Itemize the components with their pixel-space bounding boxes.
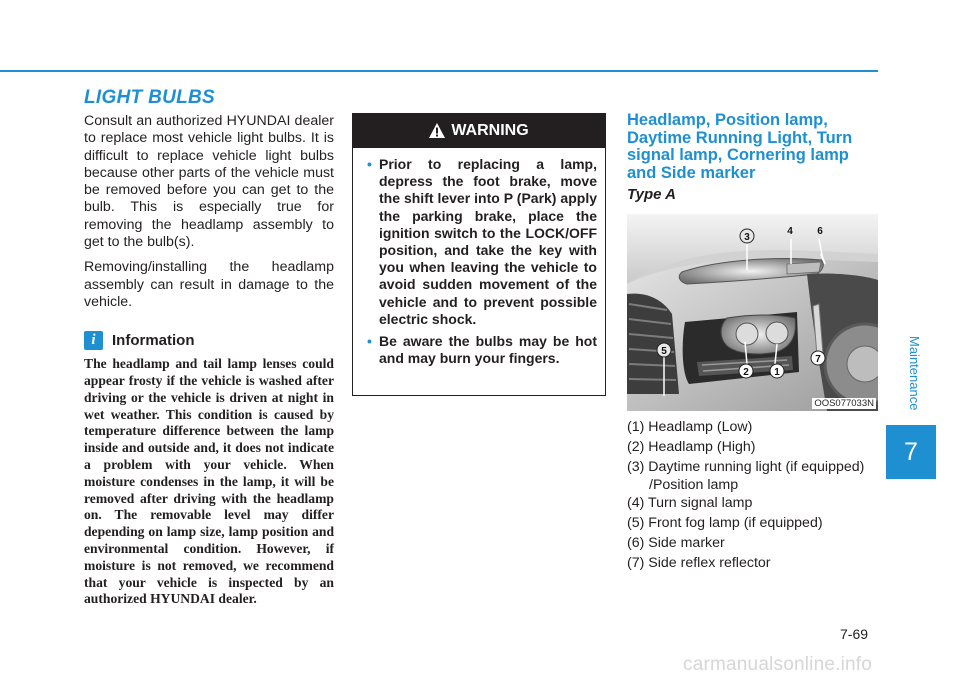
header-rule — [0, 70, 878, 72]
warning-item: • Be aware the bulbs may be hot and may burn your fingers. — [367, 333, 597, 367]
type-label: Type A — [627, 186, 676, 203]
warning-title: WARNING — [451, 122, 529, 139]
information-body: The headlamp and tail lamp lenses could appear frosty if the vehicle is washed after driving or the vehicle is driven at night in wet weather. This condition is caused by temperature difference between the lamp inside and outside and, it does not indicate a problem with your vehicle. When moisture condenses in the lamp, it will be removed after driving with the headlamp on. The removable level may differ depending on lamp size, lamp position and environmental condition. However, if moisture is not removed, we recommend that your vehicle is inspected by an authorized HYUNDAI dealer. — [84, 356, 334, 607]
parts-list-item: (5) Front fog lamp (if equipped) — [627, 514, 823, 531]
info-icon: i — [84, 331, 103, 350]
warning-item: • Prior to replacing a lamp, depress the foot brake, move the shift lever into P (Park) apply the parking brake, place the ignition switch to the LOCK/OFF position, and take the key with you when leaving the vehicle to avoid sudden movement of the vehicle and to prevent possible electric shock. — [367, 156, 597, 328]
page-number: 7-69 — [840, 626, 869, 642]
chapter-tab[interactable]: 7 — [886, 425, 936, 479]
warning-triangle-icon — [429, 123, 445, 138]
callout-2: 2 — [743, 367, 749, 378]
headlamp-figure — [627, 214, 878, 411]
parts-list-item: (6) Side marker — [627, 535, 725, 552]
section-title: LIGHT BULBS — [84, 87, 216, 108]
parts-list-item: (2) Headlamp (High) — [627, 439, 756, 456]
parts-list-item: (4) Turn signal lamp — [627, 494, 753, 511]
headlamp-section-title: Headlamp, Position lamp, Daytime Running Light, Turn signal lamp, Cornering lamp and Side marker — [627, 111, 853, 182]
warning-header — [353, 114, 605, 148]
parts-list-item-text: (3) Daytime running light (if equipped) — [627, 459, 865, 476]
figure-code: OOS077033N — [814, 398, 874, 409]
callout-7: 7 — [815, 354, 821, 365]
parts-list-item: (1) Headlamp (Low) — [627, 419, 753, 435]
information-title: Information — [112, 332, 195, 350]
information-header — [84, 331, 334, 350]
intro-paragraph: Consult an authorized HYUNDAI dealer to replace most vehicle light bulbs. It is difficult to replace vehicle light bulbs because other parts of the vehicle must be removed before you can get to the bulb. This is especially true for removing the headlamp assembly to get to the bulb(s). — [84, 113, 334, 251]
callout-4: 4 — [787, 226, 793, 237]
callout-1: 1 — [774, 367, 780, 378]
headlamp-illustration — [627, 214, 878, 411]
parts-list-item: (7) Side reflex reflector — [627, 555, 771, 572]
parts-list-item — [627, 457, 887, 492]
warning-box — [352, 113, 606, 396]
chapter-side-label — [886, 336, 936, 411]
intro-column — [84, 113, 334, 608]
parts-list-item-continuation: /Position lamp — [649, 476, 739, 493]
callout-3: 3 — [744, 232, 750, 243]
callout-5: 5 — [661, 346, 667, 357]
watermark[interactable]: carmanualsonline.info — [683, 654, 873, 675]
callout-6: 6 — [817, 226, 823, 237]
chapter-label-text: Maintenance — [907, 336, 922, 411]
intro-paragraph: Removing/installing the headlamp assembly can result in damage to the vehicle. — [84, 259, 334, 310]
parts-list — [627, 417, 887, 573]
warning-list — [353, 148, 605, 367]
